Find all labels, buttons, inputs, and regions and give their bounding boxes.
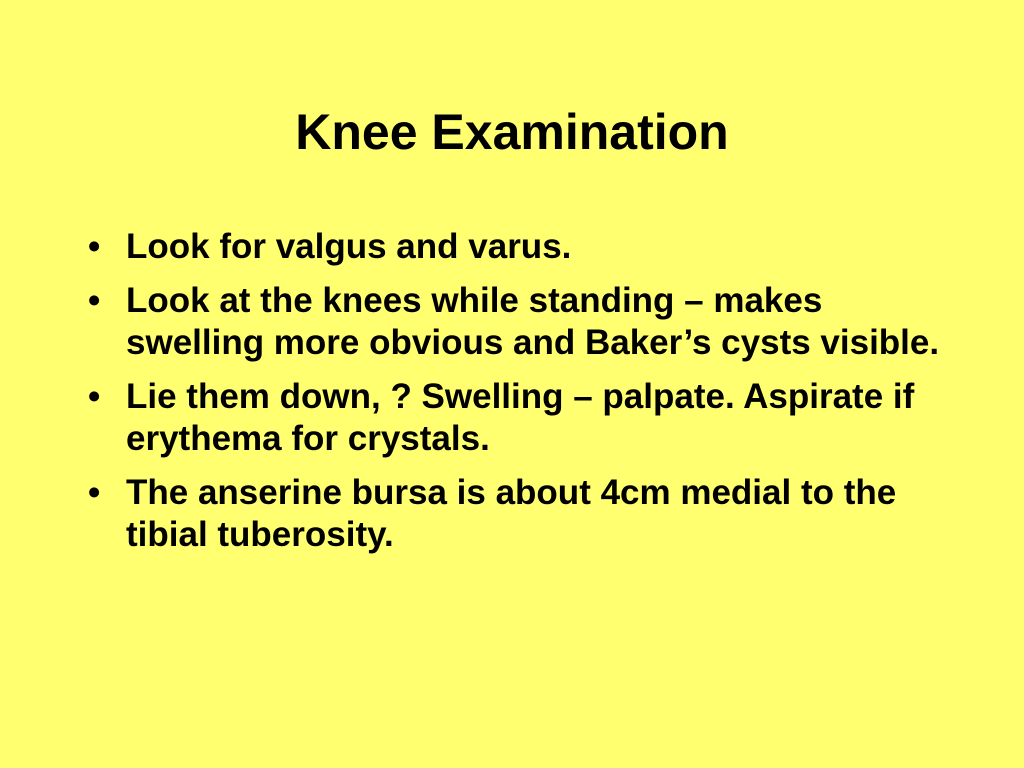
bullet-icon: • [88, 473, 101, 512]
bullet-text: Look for valgus and varus. [126, 227, 572, 266]
bullet-item [88, 376, 968, 460]
bullet-item [88, 226, 968, 268]
bullet-item [88, 472, 968, 556]
bullet-text: The anserine bursa is about 4cm medial to the tibial tuberosity. [126, 473, 897, 554]
bullet-list [88, 226, 968, 568]
slide-title: Knee Examination [295, 104, 729, 160]
bullet-icon: • [88, 227, 101, 266]
bullet-item [88, 280, 968, 364]
bullet-text: Lie them down, ? Swelling – palpate. Aspirate if erythema for crystals. [126, 377, 915, 458]
bullet-icon: • [88, 377, 101, 416]
bullet-text: Look at the knees while standing – makes swelling more obvious and Baker’s cysts visible. [126, 281, 940, 362]
bullet-icon: • [88, 281, 101, 320]
